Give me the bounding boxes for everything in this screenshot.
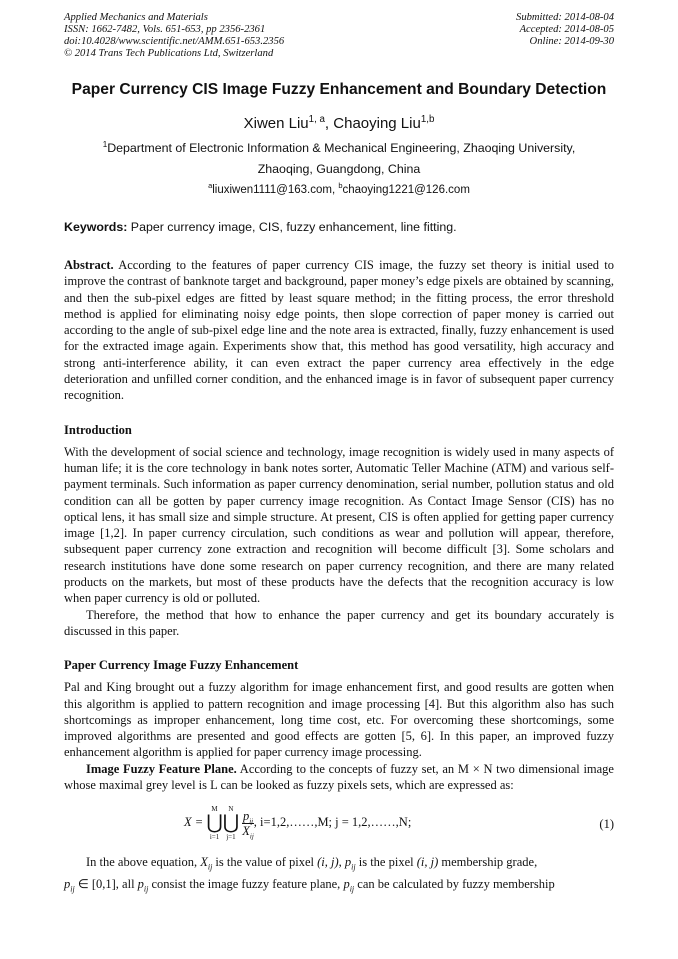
text: is the pixel xyxy=(355,855,417,870)
affiliation-line-2: Zhaoqing, Guangdong, China xyxy=(257,162,421,176)
author-sep: , xyxy=(324,115,334,132)
email-b-sup: b xyxy=(338,181,343,191)
eq-rest: , i=1,2,……,M; j = 1,2,……,N; xyxy=(253,815,412,830)
var-p: p xyxy=(344,855,352,870)
var-p: p xyxy=(343,877,350,892)
section2-paragraph-2: According to the concepts of fuzzy set, an M × N two dimensional image whose maximal grey level is L can be looked as fuzzy pixels sets, which are expressed as: xyxy=(64,761,614,793)
emails xyxy=(64,180,614,201)
journal-info xyxy=(64,12,284,60)
eq-denominator: X xyxy=(242,823,250,838)
var-p: p xyxy=(64,877,71,892)
text: consist the image fuzzy feature plane, xyxy=(148,877,344,892)
abstract xyxy=(64,257,614,404)
intro-paragraph-1: With the development of social science and technology, image recognition is widely used in many aspects of human life; it is the core technology in bank notes sorter, Automatic Teller Machine (ATM) and various self-payment terminals. Such information as paper currency denomination, serial number, pollution status and old condition can all be gotten by paper currency image recognition. As Contact Image Sensor (CIS) has no optical lens, it has small size and simple structure. At present, CIS is often applied for getting paper currency image [1,2]. In paper currency circulation, such conditions as wear and pollution will appear, therefore, subsequent paper currency zone extraction and recognition will become difficult [3]. Some scholars and research institutions have done some research on paper currency recognition, and there are many related products on the markets, but most of these products have the defects that the recognition accuracy is low when paper currency is old or polluted. xyxy=(64,444,614,606)
accepted-date: Accepted: 2014-08-05 xyxy=(519,24,614,35)
idx: ij xyxy=(207,862,213,872)
union-2 xyxy=(223,805,239,841)
submitted-date: Submitted: 2014-08-04 xyxy=(516,12,614,23)
idx: ij xyxy=(351,862,356,872)
section2-heading: Paper Currency Image Fuzzy Enhancement xyxy=(64,658,299,673)
idx: ij xyxy=(70,884,75,894)
subsection-label: Image Fuzzy Feature Plane. xyxy=(86,761,237,776)
eq-fraction xyxy=(242,808,254,841)
after-equation-text xyxy=(64,851,614,895)
eq-sub-1: i=1 xyxy=(209,833,220,842)
aff-sup: 1 xyxy=(102,139,108,149)
paper-title: Paper Currency CIS Image Fuzzy Enhancement and Boundary Detection xyxy=(71,81,607,98)
eq-num-idx: ij xyxy=(249,817,254,826)
abstract-text: According to the features of paper currency CIS image, the fuzzy set theory is initial used to improve the contrast of banknote target and background, paper money’s edge pixels are obtained by scanning, and then the sub-pixel edges are fitted by least square method; in the fitting process, the error threshold method is applied for eliminating noisy edge points, then slope correction of paper money is carried out according to the angle of sub-pixel edge line and the note area is extracted, finally, fuzzy enhancement is used for the extracted image again. Experiments show that, this method has good versatility, high accuracy and strong anti-interference ability, it can even extract the paper currency area effectively in the edge deterioration and unfilled corner condition, and the enhanced image is in favor of subsequent paper currency recognition. xyxy=(64,258,614,403)
text: membership grade, xyxy=(438,855,538,870)
section2-paragraph-1: Pal and King brought out a fuzzy algorithm for image enhancement first, and good results are gotten when this algorithm is applied to pattern recognition and image processing [4]. But this algorithm also has such shortcomings as improper enhancement, long time cost, etc. For overcoming these shortcomings, some improved algorithms are presented and good effects are gotten [5, 6]. In this paper, an improved fuzzy enhancement algorithm is applied for paper currency image processing. xyxy=(64,680,614,760)
keywords-label: Keywords: xyxy=(64,220,128,234)
copyright: © 2014 Trans Tech Publications Ltd, Switzerland xyxy=(64,48,274,59)
author-1: Xiwen Liu xyxy=(243,115,309,132)
running-header xyxy=(64,12,614,60)
eq-lhs: X = xyxy=(184,815,204,830)
eq-den-idx: ij xyxy=(249,832,254,841)
aff-text: Department of Electronic Information & Mechanical Engineering, Zhaoqing University, xyxy=(107,141,576,155)
email-a[interactable]: liuxiwen1111@163.com, xyxy=(212,184,339,196)
var-x: X xyxy=(200,855,208,870)
text: In the above equation, xyxy=(86,855,201,870)
dates xyxy=(516,12,614,60)
doi: doi:10.4028/www.scientific.net/AMM.651-653.2356 xyxy=(64,36,285,47)
intro-heading: Introduction xyxy=(64,422,132,437)
equation-number: (1) xyxy=(599,817,614,832)
authors xyxy=(64,114,614,134)
online-date: Online: 2014-09-30 xyxy=(529,36,614,47)
intro-body xyxy=(64,444,614,640)
union-icon: ⋃ xyxy=(222,812,240,835)
equation-1 xyxy=(64,803,614,845)
author-2-sup: 1,b xyxy=(420,114,435,125)
issn: ISSN: 1662-7482, Vols. 651-653, pp 2356-2361 xyxy=(64,24,266,35)
union-icon: ⋃ xyxy=(206,812,223,835)
eq-sub-2: j=1 xyxy=(226,833,236,842)
idx: ij xyxy=(143,884,149,894)
var-p: p xyxy=(137,877,144,892)
email-b[interactable]: chaoying1221@126.com xyxy=(342,184,470,196)
journal-name: Applied Mechanics and Materials xyxy=(64,12,208,23)
author-2: Chaoying Liu xyxy=(333,115,421,132)
section2-body xyxy=(64,679,614,793)
text: , xyxy=(338,855,345,870)
affiliation-line-1 xyxy=(64,138,614,159)
eq-sup-2: N xyxy=(228,805,234,814)
idx: ij xyxy=(349,884,355,894)
author-1-sup: 1, a xyxy=(308,114,325,125)
abstract-label: Abstract. xyxy=(64,258,114,272)
pixel-ij: (i, j) xyxy=(416,855,439,870)
keywords xyxy=(64,219,614,235)
text: is the value of pixel xyxy=(212,855,318,870)
eq-sup-1: M xyxy=(211,805,218,814)
keywords-text: Paper currency image, CIS, fuzzy enhancement, line fitting. xyxy=(127,220,457,234)
intro-paragraph-2: Therefore, the method that how to enhance the paper currency and get its boundary accurately is discussed in this paper. xyxy=(64,607,614,638)
union-1 xyxy=(206,805,222,841)
text: can be calculated by fuzzy membership xyxy=(354,877,555,892)
email-a-sup: a xyxy=(208,181,213,191)
text: ∈ [0,1], all xyxy=(74,877,138,892)
eq-numerator: p xyxy=(242,808,250,823)
pixel-ij: (i, j) xyxy=(317,855,339,870)
